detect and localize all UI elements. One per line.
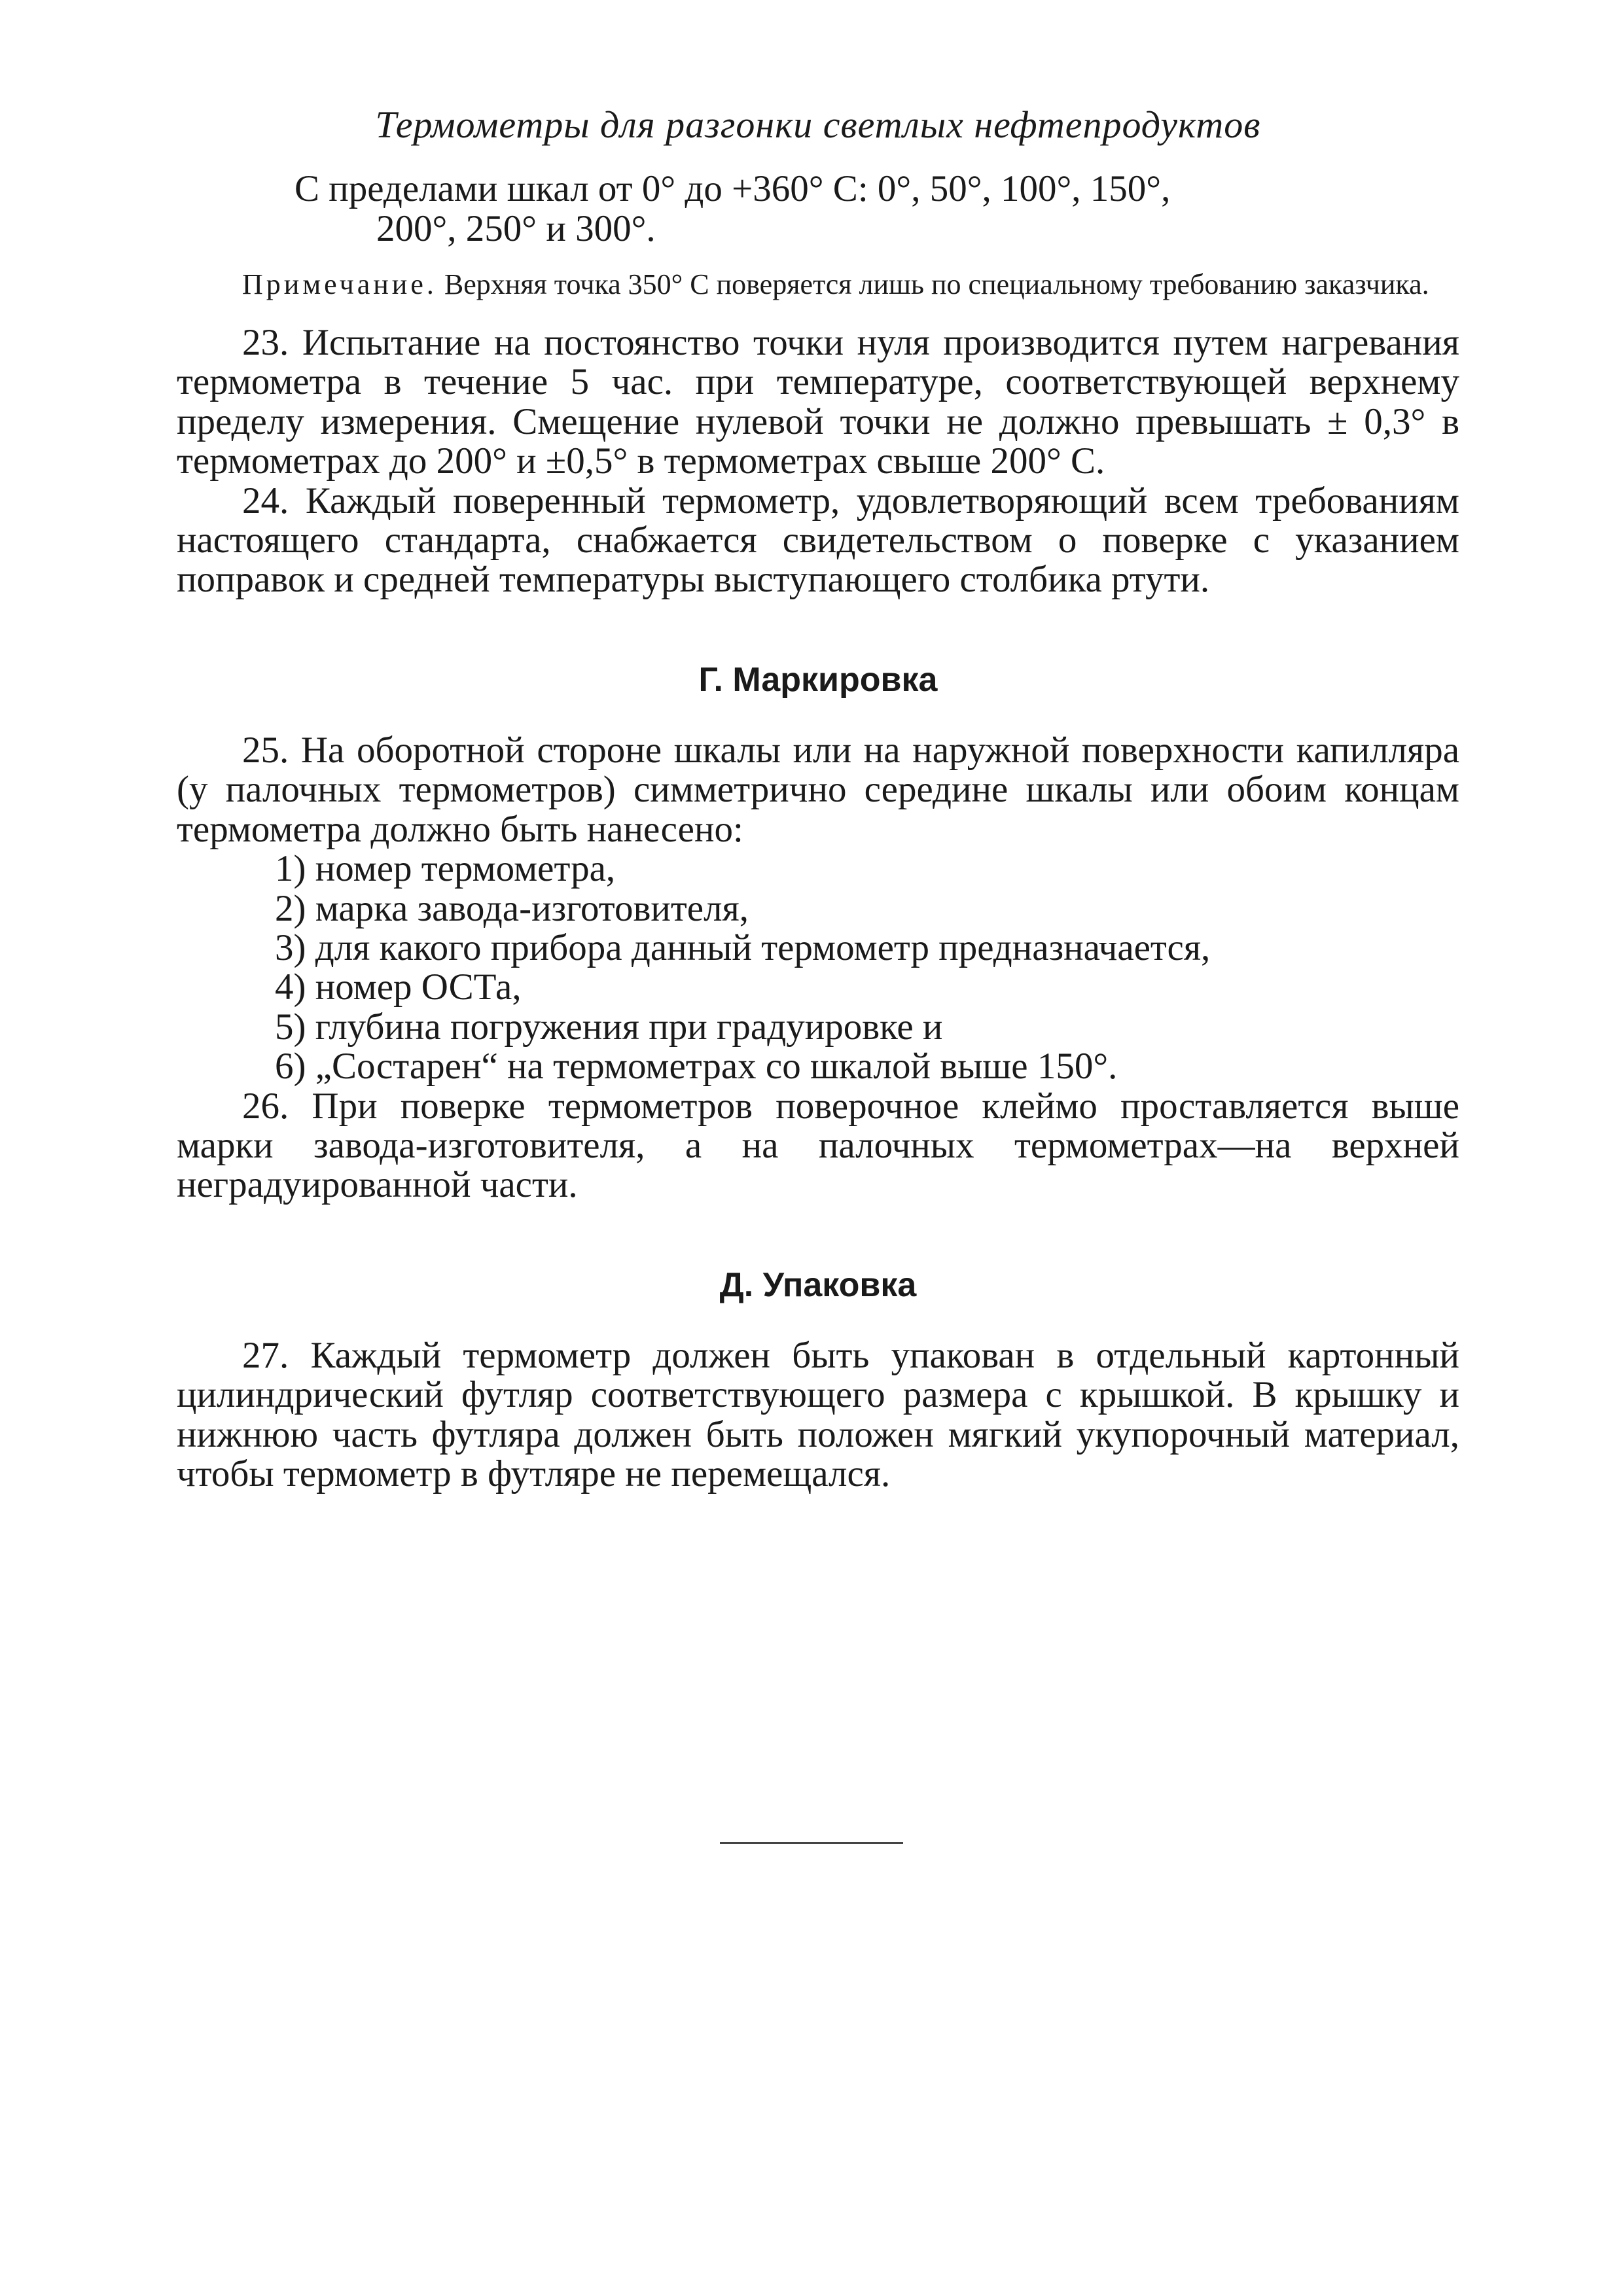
list-item: 4) номер ОСТа, <box>275 966 522 1008</box>
paragraph-23: 23. Испытание на постоянство точки нуля производится путем нагревания термометра в течение 5 час. при температуре, соответствующей верхнему пределу измерения. Смещение нулевой точки не должно превышать ± 0,3° в термометрах до 200° и ±0,5° в термометрах свыше 200° С. <box>177 321 1459 482</box>
list-item: 6) „Состарен“ на термометрах со шкалой выше 150°. <box>275 1046 1118 1087</box>
end-rule <box>720 1842 903 1844</box>
section-heading-packaging: Д. Упаковка <box>719 1265 917 1304</box>
note-text: Верхняя точка 350° С поверяется лишь по специальному требованию заказчика. <box>444 268 1429 301</box>
list-item: 3) для какого прибора данный термометр предназначается, <box>275 927 1211 968</box>
scale-ranges-line-2: 200°, 250° и 300°. <box>376 207 656 249</box>
note-label: Примечание. <box>242 268 437 301</box>
page-title: Термометры для разгонки светлых нефтепродуктов <box>375 103 1261 146</box>
scale-ranges <box>177 169 1459 249</box>
scale-ranges-line-1: С пределами шкал от 0° до +360° С: 0°, 50°, 100°, 150°, <box>294 168 1171 210</box>
marking-list <box>177 849 1459 1086</box>
paragraph-24: 24. Каждый поверенный термометр, удовлетворяющий всем требованиям настоящего стандарта, снабжается свидетельством о поверке с указанием поправок и средней температуры выступающего столбика ртути. <box>177 480 1459 601</box>
list-item: 5) глубина погружения при градуировке и <box>275 1006 943 1048</box>
list-item: 2) марка завода-изготовителя, <box>275 887 749 929</box>
section-heading-marking: Г. Маркировка <box>698 660 938 699</box>
list-item: 1) номер термометра, <box>275 848 616 890</box>
note <box>177 267 1459 302</box>
paragraph-27: 27. Каждый термометр должен быть упакован в отдельный картонный цилиндрический футляр соответствующего размера с крышкой. В крышку и нижнюю часть футляра должен быть положен мягкий укупорочный материал, чтобы термометр в футляре не перемещался. <box>177 1334 1459 1495</box>
paragraph-25: 25. На оборотной стороне шкалы или на наружной поверхности капилляра (у палочных термометров) симметрично середине шкалы или обоим концам термометра должно быть нанесено: <box>177 729 1459 850</box>
paragraph-26: 26. При поверке термометров поверочное клеймо проставляется выше марки завода-изготовителя, а на палочных термометрах—на верхней неградуированной части. <box>177 1085 1459 1206</box>
